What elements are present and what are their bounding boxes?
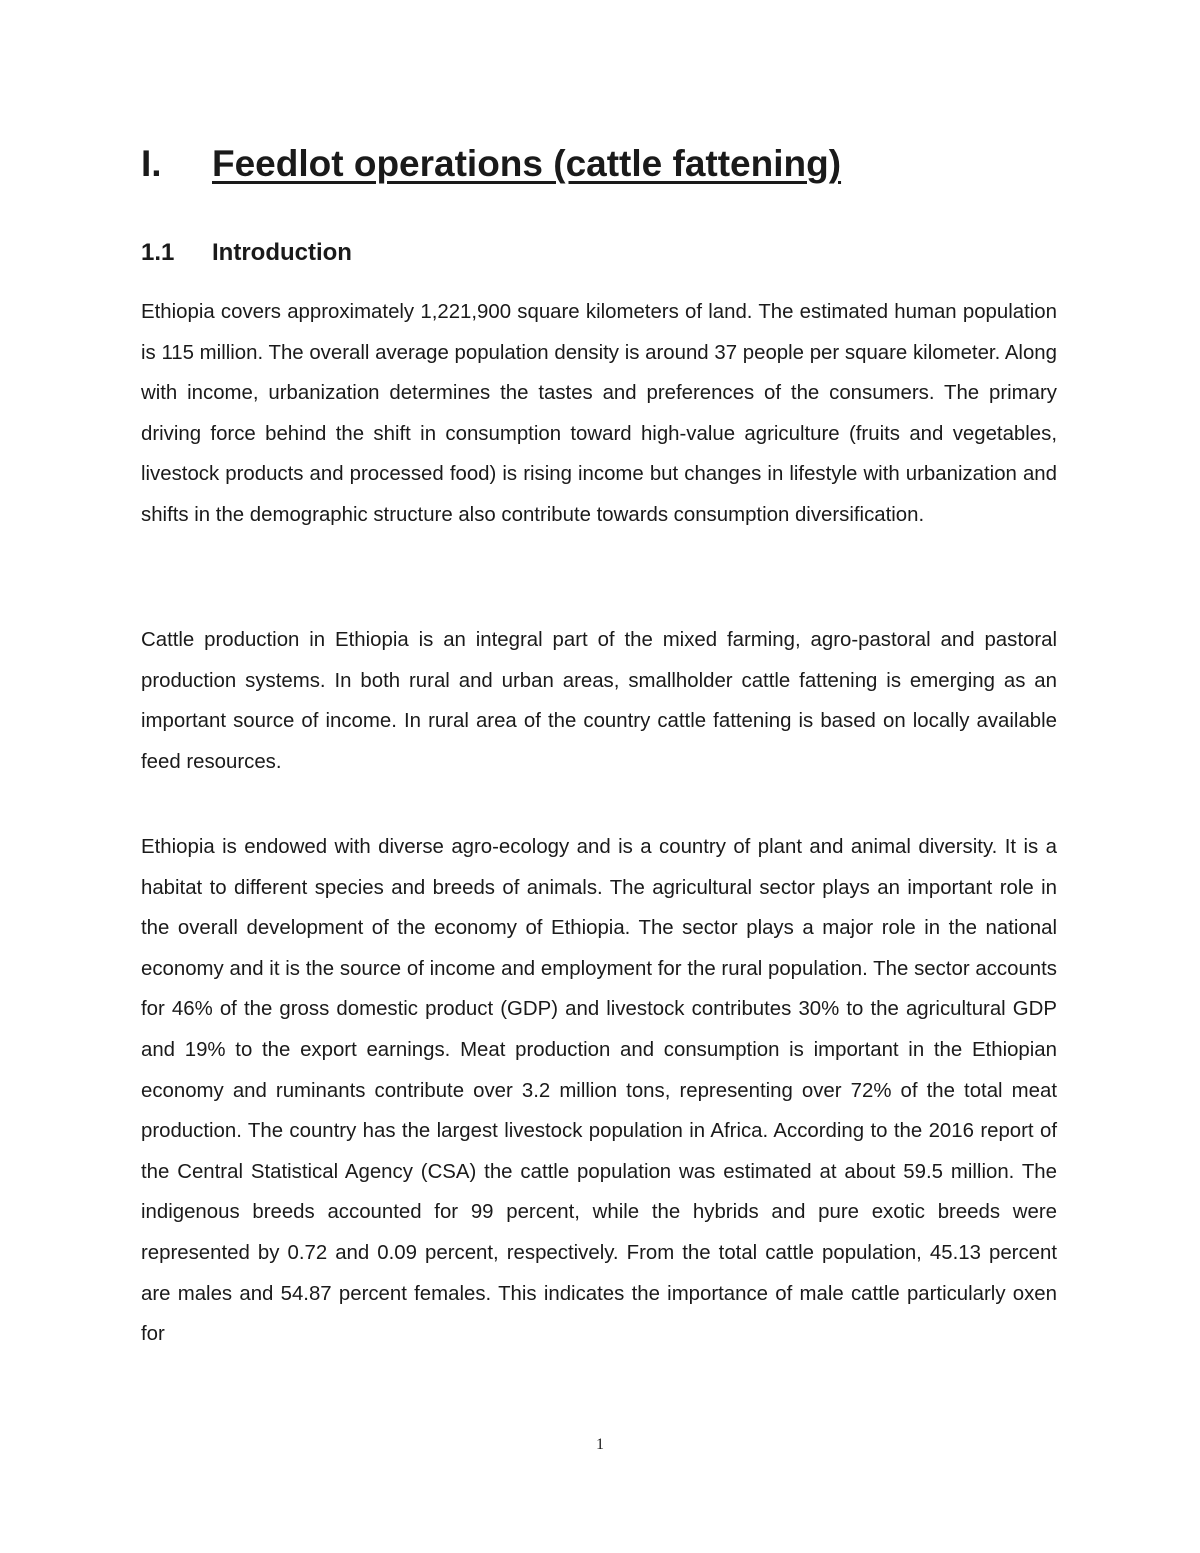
chapter-number: I. [141,143,162,184]
paragraph-agro-ecology: Ethiopia is endowed with diverse agro-ecology and is a country of plant and animal diversity. It is a habitat to different species and breeds of animals. The agricultural sector plays an important role in the overall development of the economy of Ethiopia. The sector plays a major role in the national economy and it is the source of income and employment for the rural population. The sector accounts for 46% of the gross domestic product (GDP) and livestock contributes 30% to the agricultural GDP and 19% to the export earnings. Meat production and consumption is important in the Ethiopian economy and ruminants contribute over 3.2 million tons, representing over 72% of the total meat production. The country has the largest livestock population in Africa. According to the 2016 report of the Central Statistical Agency (CSA) the cattle population was estimated at about 59.5 million. The indigenous breeds accounted for 99 percent, while the hybrids and pure exotic breeds were represented by 0.72 and 0.09 percent, respectively. From the total cattle population, 45.13 percent are males and 54.87 percent females. This indicates the importance of male cattle particularly oxen for [141,836,1057,1346]
section-title: Introduction [212,239,352,266]
section-number: 1.1 [141,239,175,266]
chapter-heading [141,138,1061,190]
paragraph-population: Ethiopia covers approximately 1,221,900 square kilometers of land. The estimated human population is 115 million. The overall average population density is around 37 people per square kilometer. Along with income, urbanization determines the tastes and preferences of the consumers. The primary driving force behind the shift in consumption toward high-value agriculture (fruits and vegetables, livestock products and processed food) is rising income but changes in lifestyle with urbanization and shifts in the demographic structure also contribute towards consumption diversification. [141,301,1057,526]
chapter-title: Feedlot operations (cattle fattening) [212,143,842,184]
paragraph-cattle-production: Cattle production in Ethiopia is an integral part of the mixed farming, agro-pastoral and pastoral production systems. In both rural and urban areas, smallholder cattle fattening is emerging as an important source of income. In rural area of the country cattle fattening is based on locally available feed resources. [141,629,1057,773]
page-number: 1 [596,1436,604,1453]
section-heading [141,236,741,270]
